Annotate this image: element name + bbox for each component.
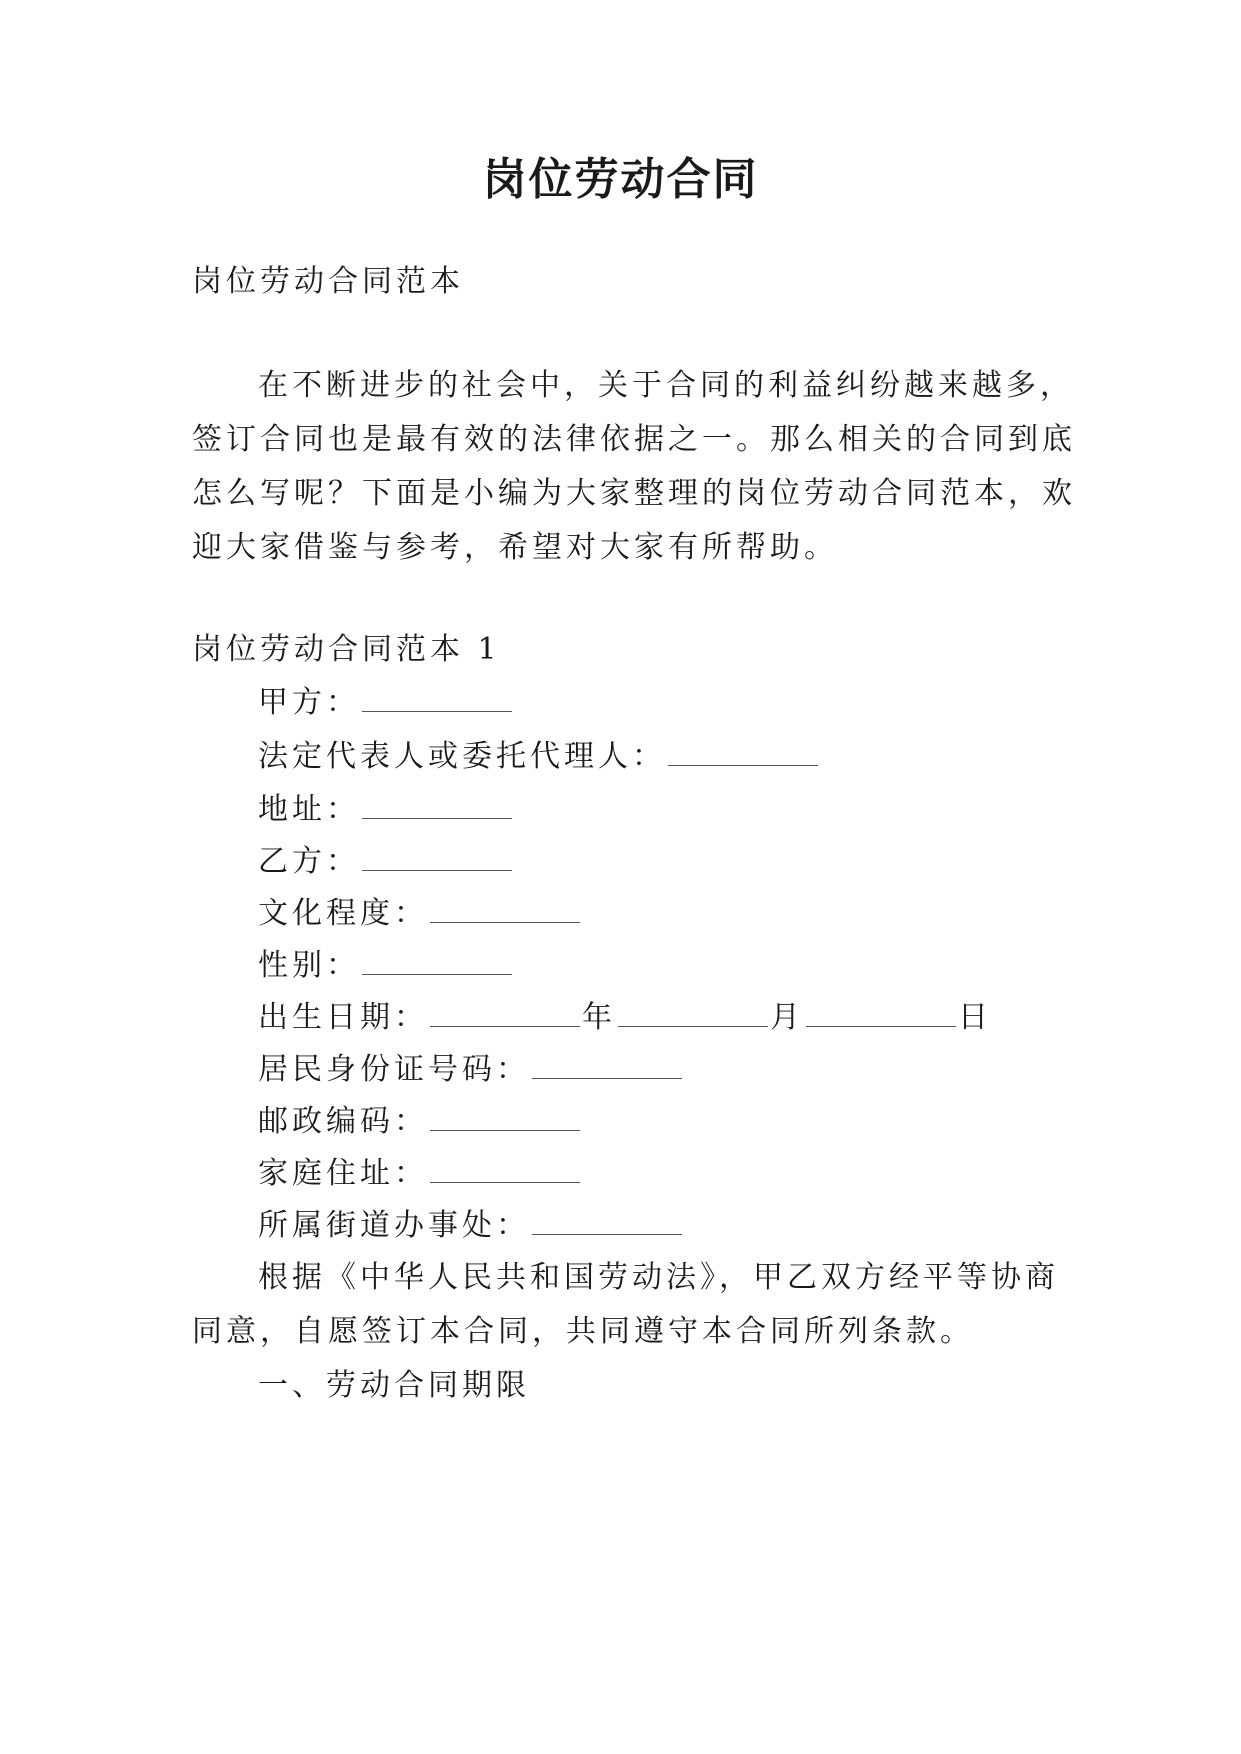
field-gender-label: 性别： (258, 948, 360, 983)
field-education-label: 文化程度： (258, 896, 428, 931)
field-id-number-label: 居民身份证号码： (258, 1052, 530, 1087)
home-address-blank (430, 1160, 580, 1183)
field-party-a (258, 683, 514, 723)
birth-year-blank (430, 1004, 580, 1027)
field-id-number (258, 1050, 684, 1090)
field-birth-date-label: 出生日期： (258, 1000, 428, 1035)
birth-day-label: 日 (958, 1000, 992, 1035)
street-office-blank (532, 1212, 682, 1235)
id-number-blank (532, 1056, 682, 1079)
field-address (258, 790, 514, 830)
field-legal-rep-label: 法定代表人或委托代理人： (258, 739, 666, 774)
basis-line-1: 根据《中华人民共和国劳动法》，甲乙双方经平等协商 (258, 1260, 1059, 1295)
field-address-label: 地址： (258, 792, 360, 827)
party-b-blank (362, 848, 512, 871)
field-birth-date (258, 998, 992, 1038)
birth-day-blank (806, 1004, 956, 1027)
birth-month-label: 月 (770, 1000, 804, 1035)
basis-line-2: 同意，自愿签订本合同，共同遵守本合同所列条款。 (192, 1314, 974, 1349)
field-legal-rep (258, 737, 820, 777)
field-postal-code-label: 邮政编码： (258, 1104, 428, 1139)
legal-rep-blank (668, 743, 818, 766)
field-party-a-label: 甲方： (258, 685, 360, 720)
field-gender (258, 946, 514, 986)
intro-line-4: 迎大家借鉴与参考，希望对大家有所帮助。 (192, 530, 838, 565)
field-street-office-label: 所属街道办事处： (258, 1208, 530, 1243)
intro-line-1: 在不断进步的社会中，关于合同的利益纠纷越来越多， (258, 368, 1074, 403)
clause-heading-1: 一、劳动合同期限 (258, 1368, 530, 1403)
party-a-blank (362, 689, 512, 712)
field-education (258, 894, 582, 934)
field-street-office (258, 1206, 684, 1246)
address-blank (362, 796, 512, 819)
section-heading: 岗位劳动合同范本 1 (192, 632, 501, 667)
field-home-address (258, 1154, 582, 1194)
intro-line-3: 怎么写呢？下面是小编为大家整理的岗位劳动合同范本，欢 (192, 476, 1076, 511)
field-home-address-label: 家庭住址： (258, 1156, 428, 1191)
birth-year-label: 年 (582, 1000, 616, 1035)
field-party-b (258, 842, 514, 882)
field-postal-code (258, 1102, 582, 1142)
education-blank (430, 900, 580, 923)
subtitle: 岗位劳动合同范本 (192, 264, 464, 299)
gender-blank (362, 952, 512, 975)
document-title: 岗位劳动合同 (482, 154, 759, 205)
field-party-b-label: 乙方： (258, 844, 360, 879)
postal-code-blank (430, 1108, 580, 1131)
intro-line-2: 签订合同也是最有效的法律依据之一。那么相关的合同到底 (192, 422, 1076, 457)
birth-month-blank (618, 1004, 768, 1027)
